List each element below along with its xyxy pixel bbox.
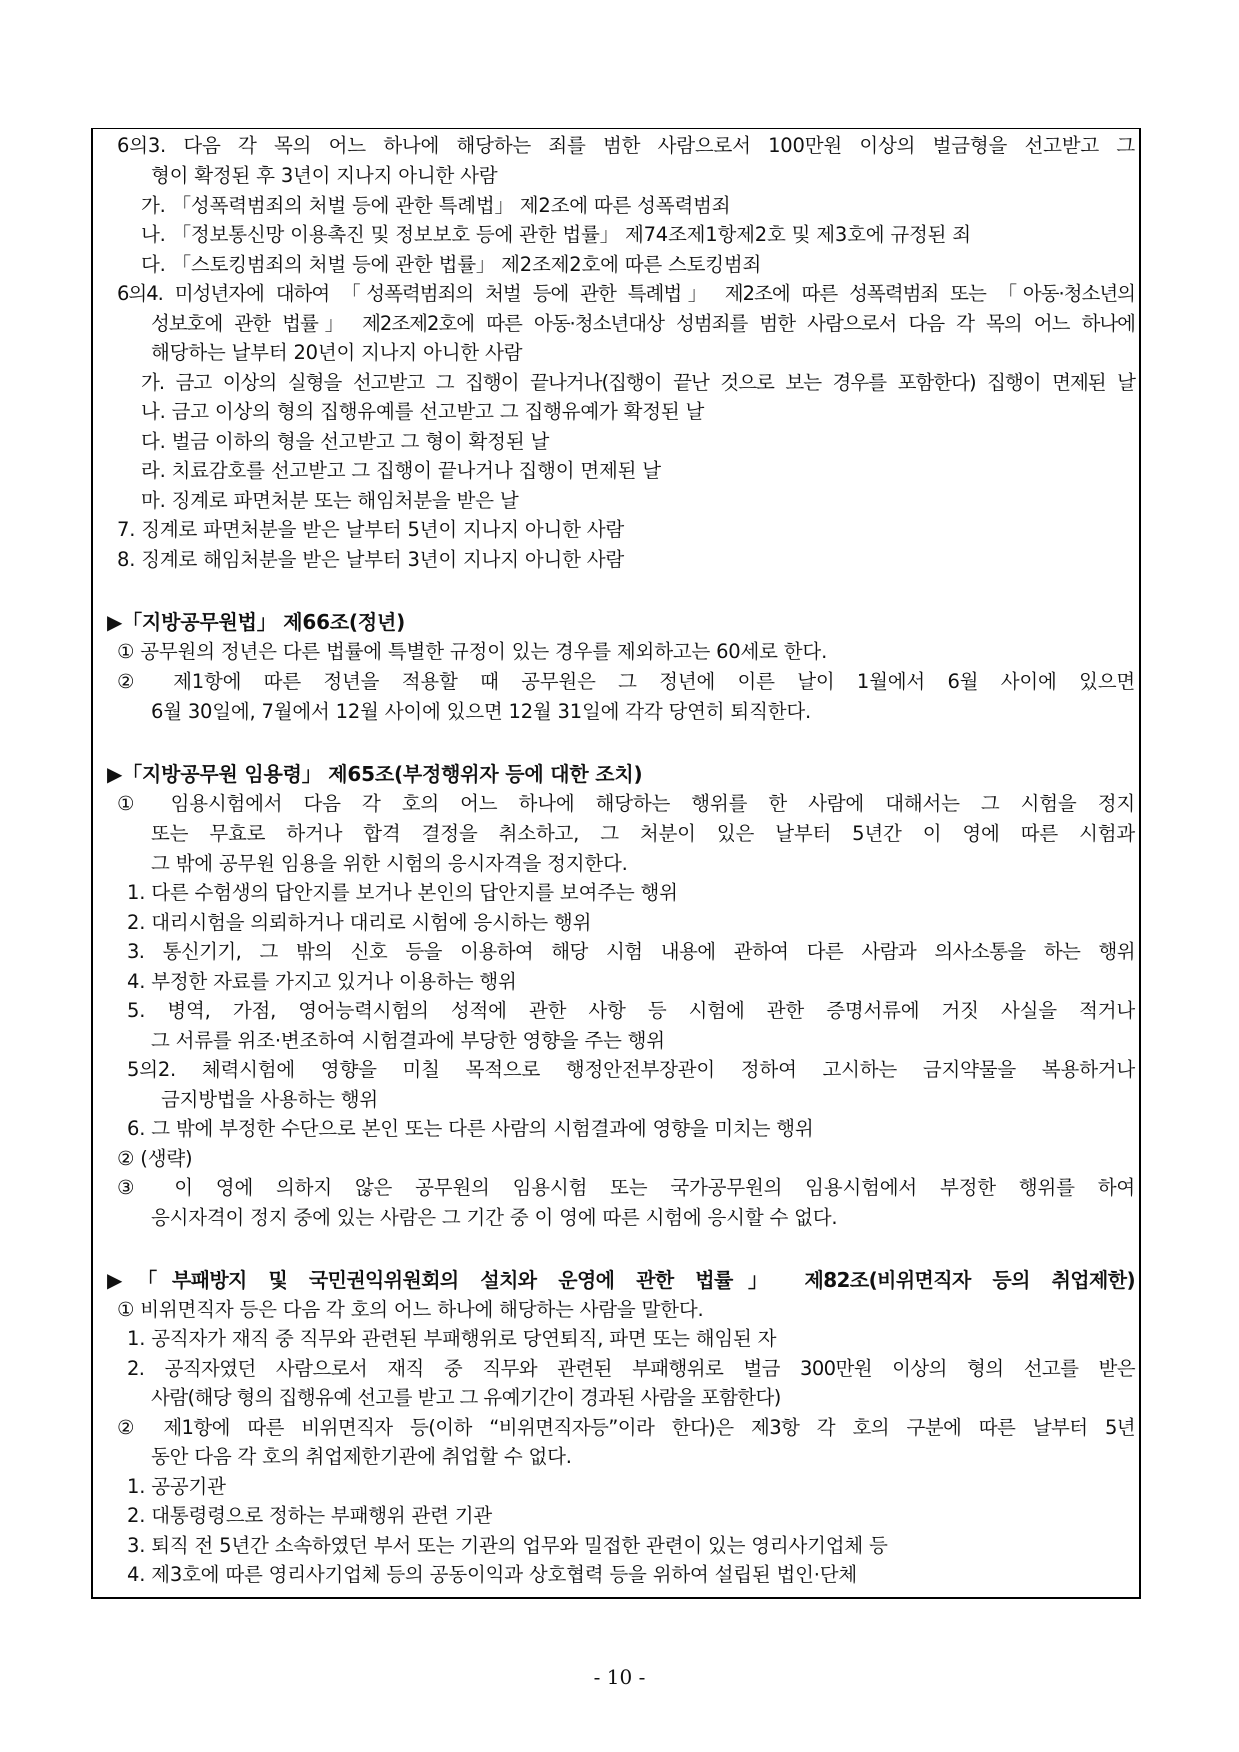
text-line: ① 공무원의 정년은 다른 법률에 특별한 규정이 있는 경우를 제외하고는 60세로 한다. — [117, 640, 828, 663]
text-line: 나. 금고 이상의 형의 집행유예를 선고받고 그 집행유예가 확정된 날 — [141, 400, 705, 423]
text-line: 그 밖에 공무원 임용을 위한 시험의 응시자격을 정지한다. — [151, 852, 628, 875]
text-line: 2. 공직자였던 사람으로서 재직 중 직무와 관련된 부패행위로 벌금 300만원 이상의 형의 선고를 받은 — [127, 1357, 1135, 1380]
text-line: 금지방법을 사용하는 행위 — [161, 1088, 379, 1111]
text-line: 6의4. 미성년자에 대하여 「성폭력범죄의 처벌 등에 관한 특례법」 제2조에 따른 성폭력범죄 또는 「아동·청소년의 — [117, 282, 1135, 305]
text-line: 형이 확정된 후 3년이 지나지 아니한 사람 — [151, 164, 498, 187]
section-heading: ▶「지방공무원 임용령」 제65조(부정행위자 등에 대한 조치) — [107, 762, 643, 786]
text-line: 다. 벌금 이하의 형을 선고받고 그 형이 확정된 날 — [141, 430, 550, 453]
text-line: 3. 통신기기, 그 밖의 신호 등을 이용하여 해당 시험 내용에 관하여 다른 사람과 의사소통을 하는 행위 — [127, 940, 1135, 963]
content-box — [91, 128, 1141, 1599]
text-line: 7. 징계로 파면처분을 받은 날부터 5년이 지나지 아니한 사람 — [117, 518, 625, 541]
text-line: ① 비위면직자 등은 다음 각 호의 어느 하나에 해당하는 사람을 말한다. — [117, 1298, 704, 1321]
text-line: 다. 「스토킹범죄의 처벌 등에 관한 법률」 제2조제2호에 따른 스토킹범죄 — [141, 253, 762, 276]
section-heading: ▶「지방공무원법」 제66조(정년) — [107, 610, 406, 634]
page-number: - 10 - — [593, 1665, 646, 1689]
text-line: 6월 30일에, 7월에서 12월 사이에 있으면 12월 31일에 각각 당연히 퇴직한다. — [151, 700, 811, 723]
text-line: 4. 제3호에 따른 영리사기업체 등의 공동이익과 상호협력 등을 위하여 설립된 법인·단체 — [127, 1563, 858, 1586]
text-line: ③ 이 영에 의하지 않은 공무원의 임용시험 또는 국가공무원의 임용시험에서 부정한 행위를 하여 — [117, 1176, 1135, 1199]
text-line: 6의3. 다음 각 목의 어느 하나에 해당하는 죄를 범한 사람으로서 100만원 이상의 벌금형을 선고받고 그 — [117, 134, 1135, 157]
text-line: 5. 병역, 가점, 영어능력시험의 성적에 관한 사항 등 시험에 관한 증명서류에 거짓 사실을 적거나 — [127, 999, 1135, 1022]
text-line: 응시자격이 정지 중에 있는 사람은 그 기간 중 이 영에 따른 시험에 응시할 수 없다. — [151, 1206, 838, 1229]
text-line: 2. 대통령령으로 정하는 부패행위 관련 기관 — [127, 1504, 493, 1527]
text-line: 8. 징계로 해임처분을 받은 날부터 3년이 지나지 아니한 사람 — [117, 548, 625, 571]
text-line: 사람(해당 형의 집행유예 선고를 받고 그 유예기간이 경과된 사람을 포함한다) — [151, 1386, 781, 1409]
text-line: 4. 부정한 자료를 가지고 있거나 이용하는 행위 — [127, 970, 517, 993]
text-line: 나. 「정보통신망 이용촉진 및 정보보호 등에 관한 법률」 제74조제1항제2호 및 제3호에 규정된 죄 — [141, 223, 971, 246]
text-line: 그 서류를 위조·변조하여 시험결과에 부당한 영향을 주는 행위 — [151, 1029, 665, 1052]
text-line: 마. 징계로 파면처분 또는 해임처분을 받은 날 — [141, 489, 519, 512]
text-line: ② (생략) — [117, 1147, 193, 1170]
text-line: 라. 치료감호를 선고받고 그 집행이 끝나거나 집행이 면제된 날 — [141, 459, 661, 482]
text-line: ② 제1항에 따른 정년을 적용할 때 공무원은 그 정년에 이른 날이 1월에서 6월 사이에 있으면 — [117, 670, 1135, 693]
text-line: 동안 다음 각 호의 취업제한기관에 취업할 수 없다. — [151, 1445, 572, 1468]
text-line: 6. 그 밖에 부정한 수단으로 본인 또는 다른 사람의 시험결과에 영향을 미치는 행위 — [127, 1117, 814, 1140]
text-line: 5의2. 체력시험에 영향을 미칠 목적으로 행정안전부장관이 정하여 고시하는 금지약물을 복용하거나 — [127, 1058, 1135, 1081]
text-line: 또는 무효로 하거나 합격 결정을 취소하고, 그 처분이 있은 날부터 5년간 이 영에 따른 시험과 — [151, 822, 1135, 845]
text-line: 가. 금고 이상의 실형을 선고받고 그 집행이 끝나거나(집행이 끝난 것으로 보는 경우를 포함한다) 집행이 면제된 날 — [141, 371, 1135, 394]
text-line: 3. 퇴직 전 5년간 소속하였던 부서 또는 기관의 업무와 밀접한 관련이 있는 영리사기업체 등 — [127, 1534, 888, 1557]
text-line: 해당하는 날부터 20년이 지나지 아니한 사람 — [151, 341, 523, 364]
text-line: 1. 다른 수험생의 답안지를 보거나 본인의 답안지를 보여주는 행위 — [127, 881, 678, 904]
section-heading: ▶「부패방지 및 국민권익위원회의 설치와 운영에 관한 법률」 제82조(비위면직자 등의 취업제한) — [107, 1268, 1135, 1292]
text-line: ② 제1항에 따른 비위면직자 등(이하 “비위면직자등”이라 한다)은 제3항 각 호의 구분에 따른 날부터 5년 — [117, 1416, 1135, 1439]
text-line: 1. 공공기관 — [127, 1475, 226, 1498]
text-line: 1. 공직자가 재직 중 직무와 관련된 부패행위로 당연퇴직, 파면 또는 해임된 자 — [127, 1327, 777, 1350]
text-line: 2. 대리시험을 의뢰하거나 대리로 시험에 응시하는 행위 — [127, 911, 592, 934]
text-line: 가. 「성폭력범죄의 처벌 등에 관한 특례법」 제2조에 따른 성폭력범죄 — [141, 194, 731, 217]
text-line: ① 임용시험에서 다음 각 호의 어느 하나에 해당하는 행위를 한 사람에 대해서는 그 시험을 정지 — [117, 792, 1135, 815]
text-line: 성보호에 관한 법률」 제2조제2호에 따른 아동·청소년대상 성범죄를 범한 사람으로서 다음 각 목의 어느 하나에 — [151, 312, 1135, 335]
